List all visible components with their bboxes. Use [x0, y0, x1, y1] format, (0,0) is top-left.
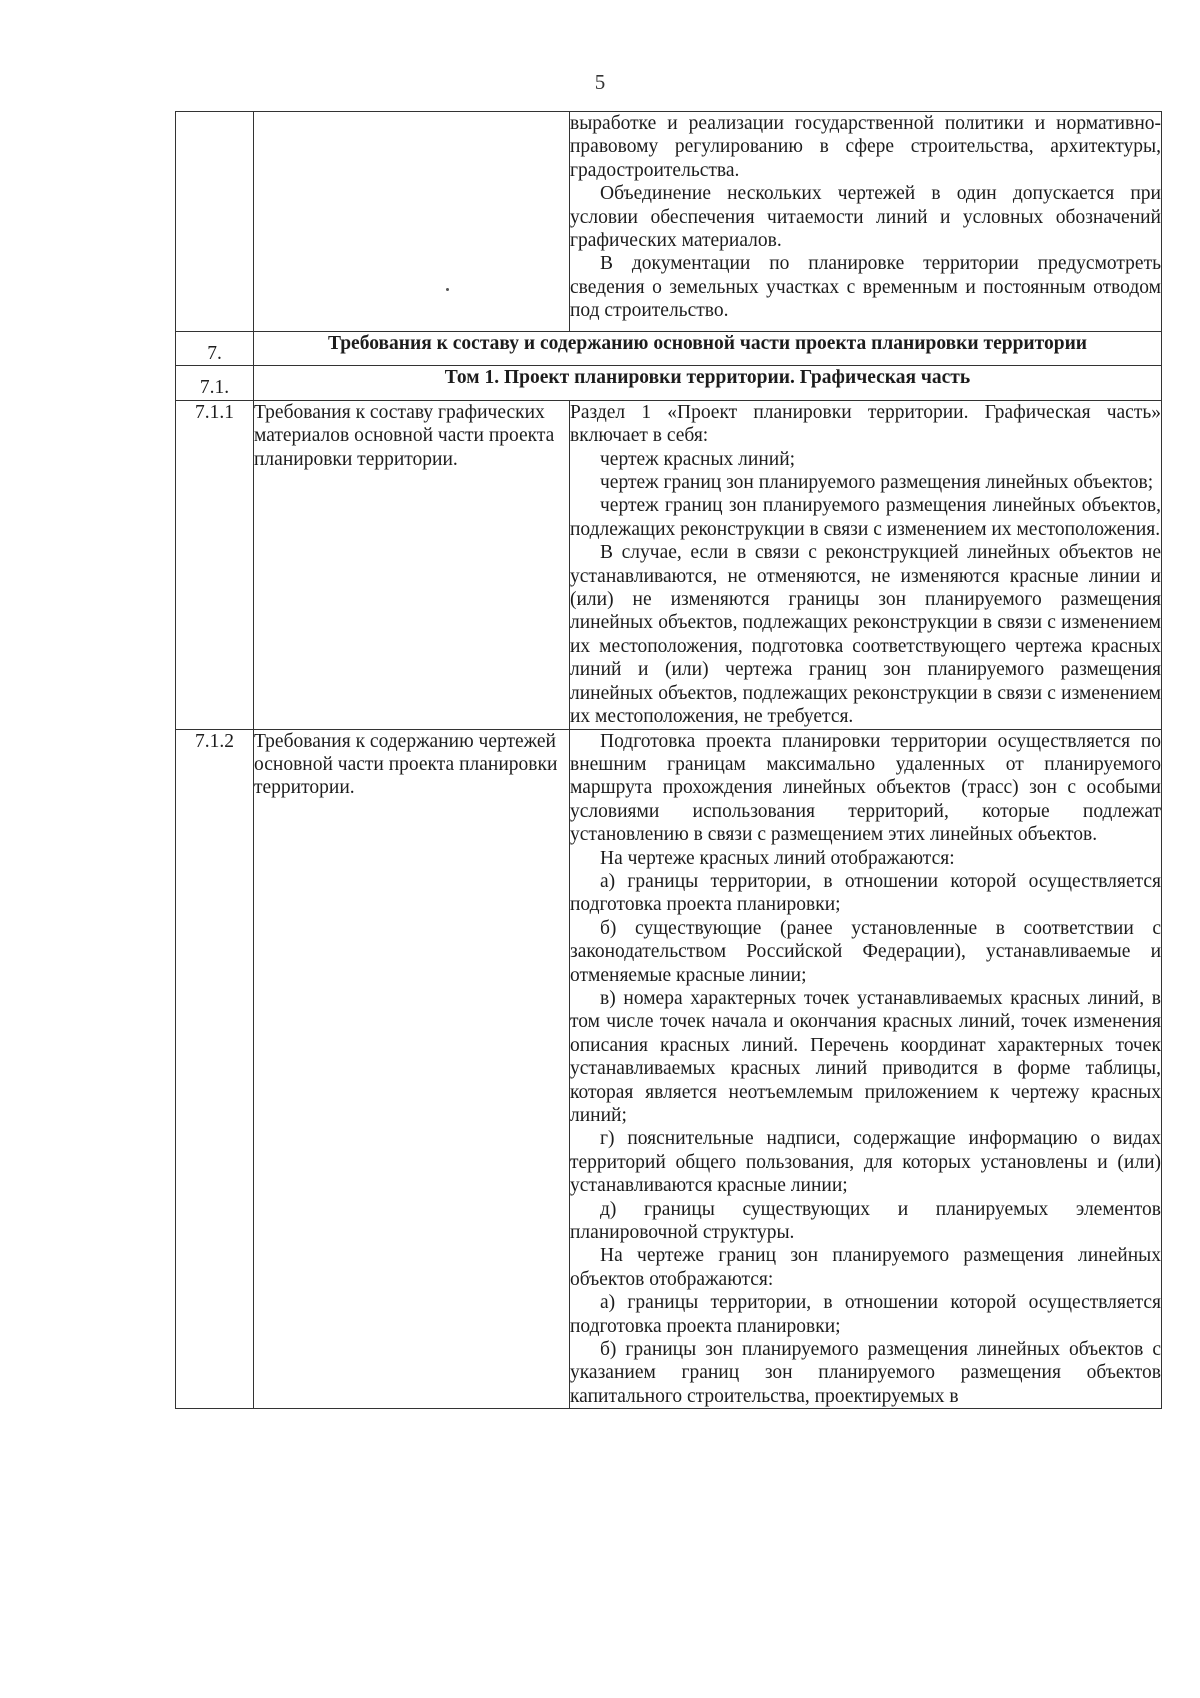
row-number: 7.1.2: [176, 729, 254, 1409]
page-number: 5: [594, 70, 606, 94]
row-number: 7.1.1: [176, 400, 254, 729]
paragraph: д) границы существующих и планируемых элементов планировочной структуры.: [570, 1198, 1161, 1244]
paragraph: б) границы зон планируемого размещения линейных объектов с указанием границ зон планируемого размещения объектов капитального строительства, проектируемых в: [570, 1339, 1161, 1407]
stray-mark: [446, 288, 449, 291]
paragraph: В случае, если в связи с реконструкцией линейных объектов не устанавливаются, не отменяются, не изменяются красные линии и (или) не изменяются границы зон планируемого размещения линейных объектов, подлежащих реконструкции в связи с изменением их местоположения, подготовка соответствующего чертежа красных линий и (или) чертежа границ зон планируемого размещения линейных объектов, подлежащих реконструкции в связи с изменением их местоположения, не требуется.: [570, 542, 1161, 728]
table-row-continuation: [176, 112, 1162, 332]
paragraph: На чертеже красных линий отображаются:: [600, 847, 955, 869]
paragraph: в) номера характерных точек устанавливаемых красных линий, в том числе точек начала и окончания красных линий, точек изменения описания красных линий. Перечень координат характерных точек устанавливаемых красных линий приводится в форме таблицы, которая является неотъемлемым приложением к чертежу красных линий;: [570, 987, 1161, 1126]
paragraph: а) границы территории, в отношении которой осуществляется подготовка проекта планировки;: [570, 870, 1161, 916]
table-row-section-7: [176, 332, 1162, 366]
paragraph: чертеж границ зон планируемого размещения линейных объектов, подлежащих реконструкции в связи с изменением их местоположения.: [570, 495, 1161, 540]
section-7-number: 7.: [176, 332, 254, 366]
row-requirement: Требования к содержанию чертежей основной части проекта планировки территории.: [254, 729, 570, 1409]
paragraph: а) границы территории, в отношении которой осуществляется подготовка проекта планировки;: [570, 1292, 1161, 1337]
section-7-1-title: Том 1. Проект планировки территории. Графическая часть: [254, 366, 1162, 400]
paragraph: чертеж границ зон планируемого размещения линейных объектов;: [600, 472, 1154, 494]
paragraph: б) существующие (ранее установленные в соответствии с законодательством Российской Федерации), устанавливаемые и отменяемые красные линии;: [570, 917, 1161, 986]
requirements-table: [175, 111, 1162, 1409]
paragraph: г) пояснительные надписи, содержащие информацию о видах территорий общего пользования, для которых установлены и (или) устанавливаются красные линии;: [570, 1128, 1161, 1197]
cell-content-continuation: [570, 112, 1162, 332]
row-content: [570, 729, 1162, 1409]
table-row-7-1-1: [176, 400, 1162, 729]
row-requirement: Требования к составу графических материалов основной части проекта планировки территории.: [254, 400, 570, 729]
paragraph: Раздел 1 «Проект планировки территории. Графическая часть» включает в себя:: [570, 401, 1161, 447]
paragraph: чертеж красных линий;: [600, 448, 796, 470]
paragraph: На чертеже границ зон планируемого размещения линейных объектов отображаются:: [570, 1245, 1161, 1290]
row-content: [570, 400, 1162, 729]
paragraph: выработке и реализации государственной политики и нормативно-правовому регулированию в сфере строительства, архитектуры, градостроительства.: [570, 113, 1161, 181]
table-row-7-1-2: [176, 729, 1162, 1409]
table-row-section-7-1: [176, 366, 1162, 400]
paragraph: Объединение нескольких чертежей в один допускается при условии обеспечения читаемости линий и условных обозначений графических материалов.: [570, 183, 1161, 252]
cell-number-empty: [176, 112, 254, 332]
section-7-1-number: 7.1.: [176, 366, 254, 400]
cell-requirement-empty: [254, 112, 570, 332]
paragraph: Подготовка проекта планировки территории осуществляется по внешним границам максимально удаленных от планируемого маршрута прохождения линейных объектов (трасс) зон с особыми условиями использования территорий, которые подлежат установлению в связи с размещением этих линейных объектов.: [570, 730, 1161, 846]
paragraph: В документации по планировке территории предусмотреть сведения о земельных участках с временным и постоянным отводом под строительство.: [570, 253, 1161, 322]
section-7-title: Требования к составу и содержанию основной части проекта планировки территории: [254, 332, 1162, 366]
